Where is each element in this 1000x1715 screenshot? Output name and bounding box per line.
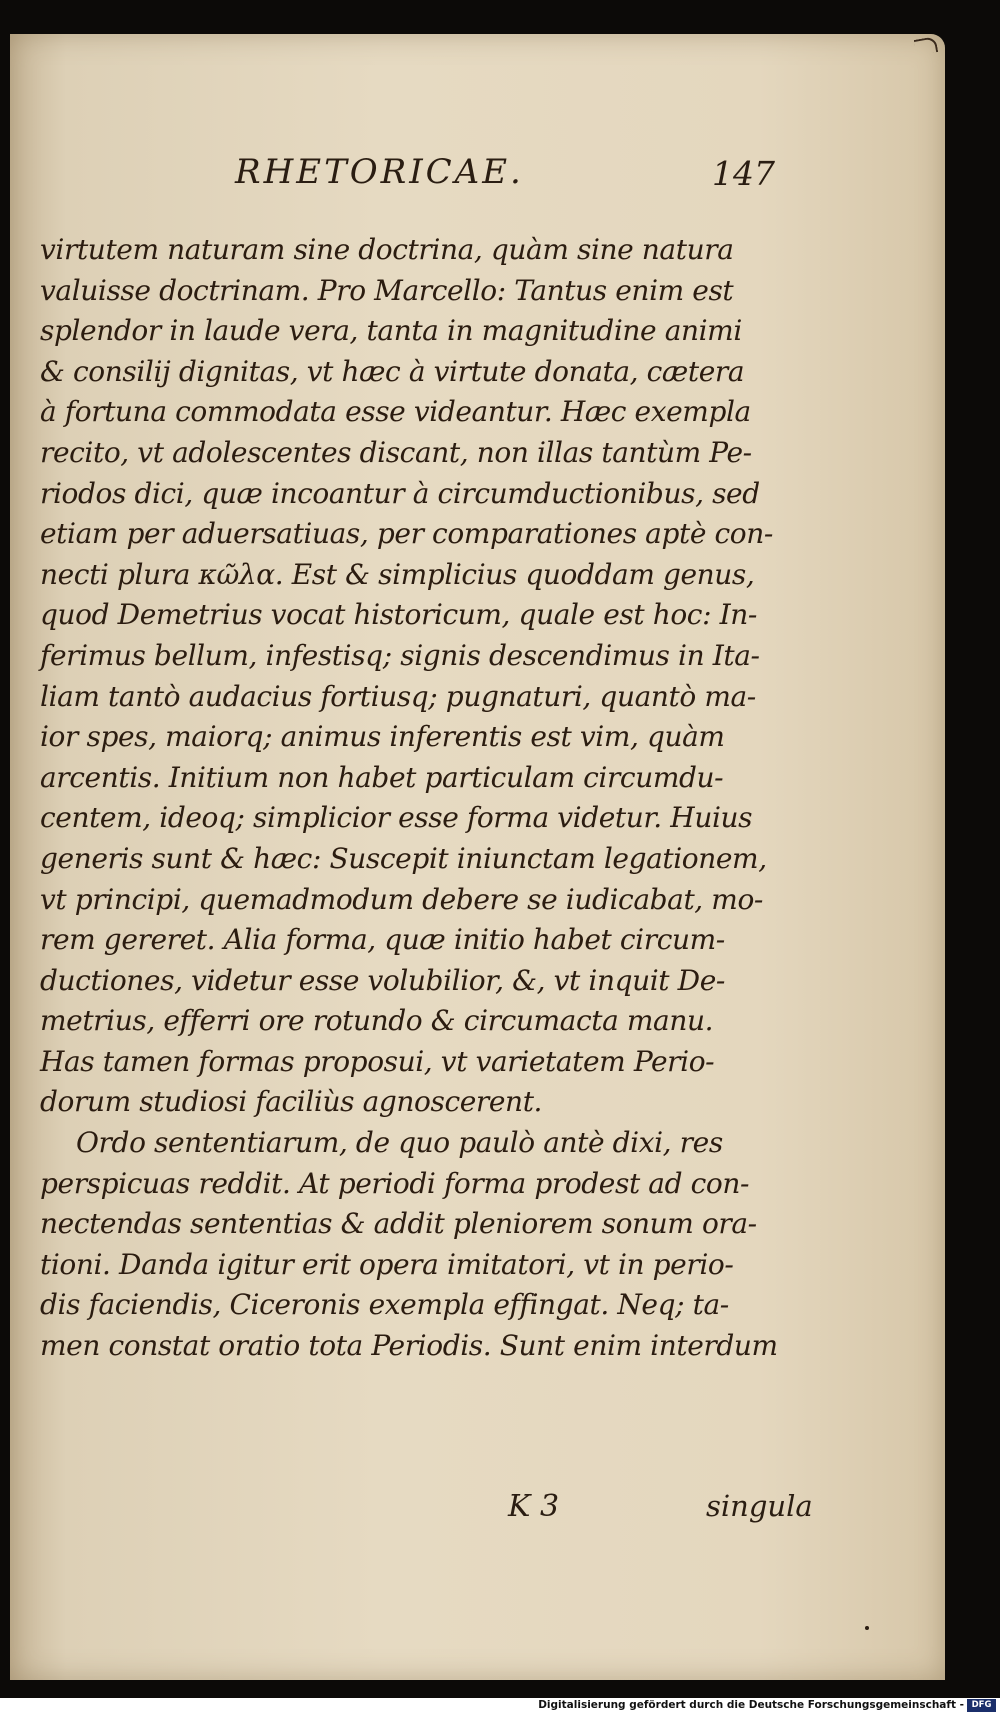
digitization-footer — [0, 1698, 1000, 1715]
text-line: virtutem naturam sine doctrina, quàm sine natura — [40, 233, 734, 266]
text-line: generis sunt & hæc: Suscepit iniunctam legationem, — [40, 841, 767, 875]
signature-mark: K 3 — [508, 1489, 560, 1524]
text-line: Has tamen formas proposui, vt varietatem Perio- — [40, 1044, 715, 1078]
text-line: valuisse doctrinam. Pro Marcello: Tantus enim est — [40, 273, 734, 307]
page-number: 147 — [712, 154, 775, 193]
funding-credit: Digitalisierung gefördert durch die Deutsche Forschungsgemeinschaft - — [538, 1699, 964, 1711]
text-line: necti plura κῶλα. Est & simplicius quoddam genus, — [40, 557, 755, 591]
page-foot-line — [10, 1489, 945, 1539]
text-line: centem, ideoq; simplicior esse forma videtur. Huius — [40, 801, 753, 835]
text-line: dis faciendis, Ciceronis exempla effingat. Neq; ta- — [40, 1288, 729, 1322]
text-line: nectendas sententias & addit pleniorem sonum ora- — [40, 1207, 757, 1241]
corner-curl-mark — [914, 36, 938, 56]
dfg-logo: DFG — [967, 1699, 996, 1712]
text-line: dorum studiosi faciliùs agnoscerent. — [40, 1085, 543, 1119]
text-line: ior spes, maiorq; animus inferentis est vim, quàm — [40, 720, 725, 754]
catchword: singula — [706, 1489, 813, 1523]
text-line: ferimus bellum, infestisq; signis descendimus in Ita- — [40, 638, 760, 672]
body-text — [40, 230, 815, 1367]
text-line: quod Demetrius vocat historicum, quale est hoc: In- — [40, 598, 757, 632]
text-line: arcentis. Initium non habet particulam circumdu- — [40, 760, 724, 794]
text-line: perspicuas reddit. At periodi forma prodest ad con- — [40, 1166, 750, 1200]
text-line: etiam per aduersatiuas, per comparationes aptè con- — [40, 517, 773, 551]
text-line: vt principi, quemadmodum debere se iudicabat, mo- — [40, 882, 763, 916]
text-line: splendor in laude vera, tanta in magnitudine animi — [40, 314, 742, 348]
page-header — [10, 144, 945, 204]
text-line: recito, vt adolescentes discant, non illas tantùm Pe- — [40, 435, 752, 469]
text-line: & consilij dignitas, vt hæc à virtute donata, cætera — [40, 354, 745, 388]
text-line: Ordo sententiarum, de quo paulò antè dixi, res — [76, 1126, 723, 1160]
text-line: à fortuna commodata esse videantur. Hæc exempla — [40, 395, 751, 429]
running-title: RHETORICAE. — [235, 152, 524, 192]
text-line: men constat oratio tota Periodis. Sunt enim interdum — [40, 1329, 778, 1363]
text-line: liam tantò audacius fortiusq; pugnaturi, quantò ma- — [40, 679, 756, 713]
ink-dot — [865, 1626, 869, 1630]
text-line: metrius, efferri ore rotundo & circumacta manu. — [40, 1004, 714, 1038]
text-line: ductiones, videtur esse volubilior, &, vt inquit De- — [40, 963, 725, 997]
text-line: riodos dici, quæ incoantur à circumductionibus, sed — [40, 476, 760, 510]
text-line: tioni. Danda igitur erit opera imitatori, vt in perio- — [40, 1247, 734, 1281]
text-line: rem gereret. Alia forma, quæ initio habet circum- — [40, 923, 725, 957]
book-page — [10, 34, 945, 1680]
